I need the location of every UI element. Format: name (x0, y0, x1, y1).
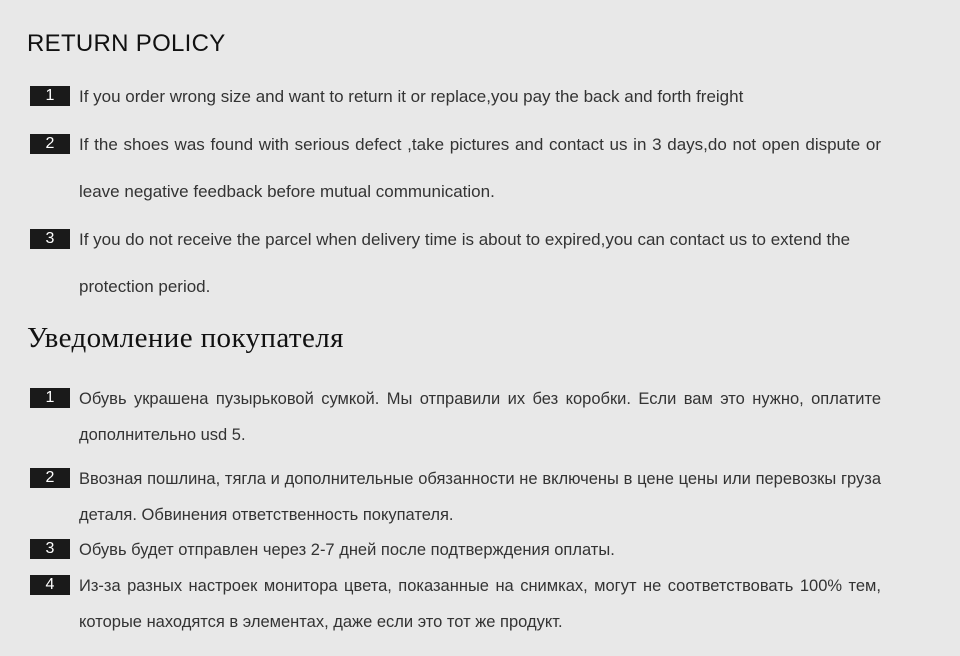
buyer-notice-item-4 (30, 568, 881, 640)
return-policy-item-2 (30, 121, 881, 215)
item-number-badge: 3 (30, 229, 70, 249)
item-number-badge: 2 (30, 468, 70, 488)
return-policy-item-text: If you order wrong size and want to return it or replace,you pay the back and forth freight (79, 87, 744, 106)
return-policy-item-text: If the shoes was found with serious defect ,take pictures and contact us in 3 days,do not open dispute or leave negative feedback before mutual communication. (79, 135, 881, 201)
item-number-badge: 1 (30, 388, 70, 408)
item-number-badge: 1 (30, 86, 70, 106)
buyer-notice-item-3 (30, 532, 881, 568)
return-policy-item-1 (30, 73, 881, 120)
buyer-notice-item-text: Обувь будет отправлен через 2-7 дней после подтверждения оплаты. (79, 541, 615, 559)
buyer-notice-item-text: Обувь украшена пузырьковой сумкой. Мы отправили их без коробки. Если вам это нужно, оплатите дополнительно usd 5. (79, 390, 881, 444)
item-number-badge: 3 (30, 539, 70, 559)
buyer-notice-item-2 (30, 461, 881, 533)
return-policy-item-3 (30, 216, 881, 310)
return-policy-item-text: If you do not receive the parcel when delivery time is about to expired,you can contact us to extend the protection period. (79, 230, 851, 296)
buyer-notice-item-text: Из-за разных настроек монитора цвета, показанные на снимках, могут не соответствовать 100% тем, которые находятся в элементах, даже если это тот же продукт. (79, 577, 881, 631)
buyer-notice-item-1 (30, 381, 881, 453)
item-number-badge: 4 (30, 575, 70, 595)
return-policy-title: RETURN POLICY (27, 30, 226, 57)
item-number-badge: 2 (30, 134, 70, 154)
buyer-notice-item-text: Ввозная пошлина, тягла и дополнительные обязанности не включены в цене цены или перевозкы груза деталя. Обвинения ответственность покупателя. (79, 470, 881, 524)
buyer-notice-title: Уведомление покупателя (27, 322, 344, 354)
